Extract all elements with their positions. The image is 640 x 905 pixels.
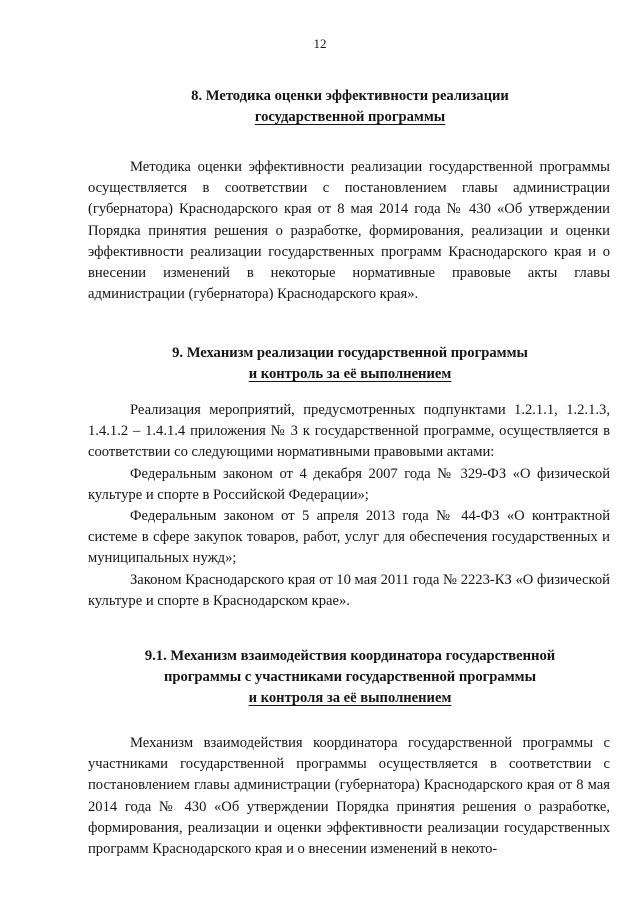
section-9-1-title-line3: и контроля за её выполнением	[248, 690, 452, 706]
section-9-paragraph-1: Реализация мероприятий, предусмотренных подпунктами 1.2.1.1, 1.2.1.3, 1.4.1.2 – 1.4.1.4 приложения № 3 к государственной программе, осуществляется в соответствии со следующими нормативными правовыми актами:	[88, 402, 610, 461]
section-8-body	[88, 157, 610, 305]
section-8-paragraph: Методика оценки эффективности реализации государственной программы осуществляется в соответствии с постановлением главы администрации (губернатора) Краснодарского края от 8 мая 2014 года № 430 «Об утверждении Порядка принятия решения о разработке, формирования, реализации и оценки эффективности реализации государственных программ Краснодарского края и о внесении изменений в некоторые нормативные правовые акты главы администрации (губернатора) Краснодарского края».	[88, 159, 610, 303]
section-9-1-title-line2: программы с участниками государственной программы	[163, 669, 536, 685]
section-9-title-line2: и контроль за её выполнением	[248, 366, 452, 382]
section-8-heading	[90, 86, 610, 128]
section-8-title-line2: государственной программы	[254, 109, 446, 125]
section-9-paragraph-3: Федеральным законом от 5 апреля 2013 года № 44-ФЗ «О контрактной системе в сфере закупок товаров, работ, услуг для обеспечения государственных и муниципальных нужд»;	[88, 508, 610, 567]
section-9-paragraph-4: Законом Краснодарского края от 10 мая 2011 года № 2223-КЗ «О физической культуре и спорте в Краснодарском крае».	[88, 571, 610, 609]
section-9-paragraph-2: Федеральным законом от 4 декабря 2007 года № 329-ФЗ «О физической культуре и спорте в Российской Федерации»;	[88, 465, 610, 503]
section-9-1-title-line1: 9.1. Механизм взаимодействия координатора государственной	[144, 648, 556, 664]
section-8-title-line1: 8. Методика оценки эффективности реализации	[191, 88, 509, 104]
section-9-1-paragraph: Механизм взаимодействия координатора государственной программы с участниками государственной программы осуществляется в соответствии с постановлением главы администрации (губернатора) Краснодарского края от 8 мая 2014 года № 430 «Об утверждении Порядка принятия решения о разработке, формирования, реализации и оценки эффективности реализации государственных программ Краснодарского края и о внесении изменений в некото-	[88, 735, 610, 858]
section-9-heading	[90, 343, 610, 385]
section-9-body	[88, 400, 610, 612]
page-number: 12	[313, 36, 327, 51]
section-9-1-heading	[90, 646, 610, 709]
section-9-1-body	[88, 733, 610, 860]
section-9-title-line1: 9. Механизм реализации государственной программы	[172, 345, 528, 361]
